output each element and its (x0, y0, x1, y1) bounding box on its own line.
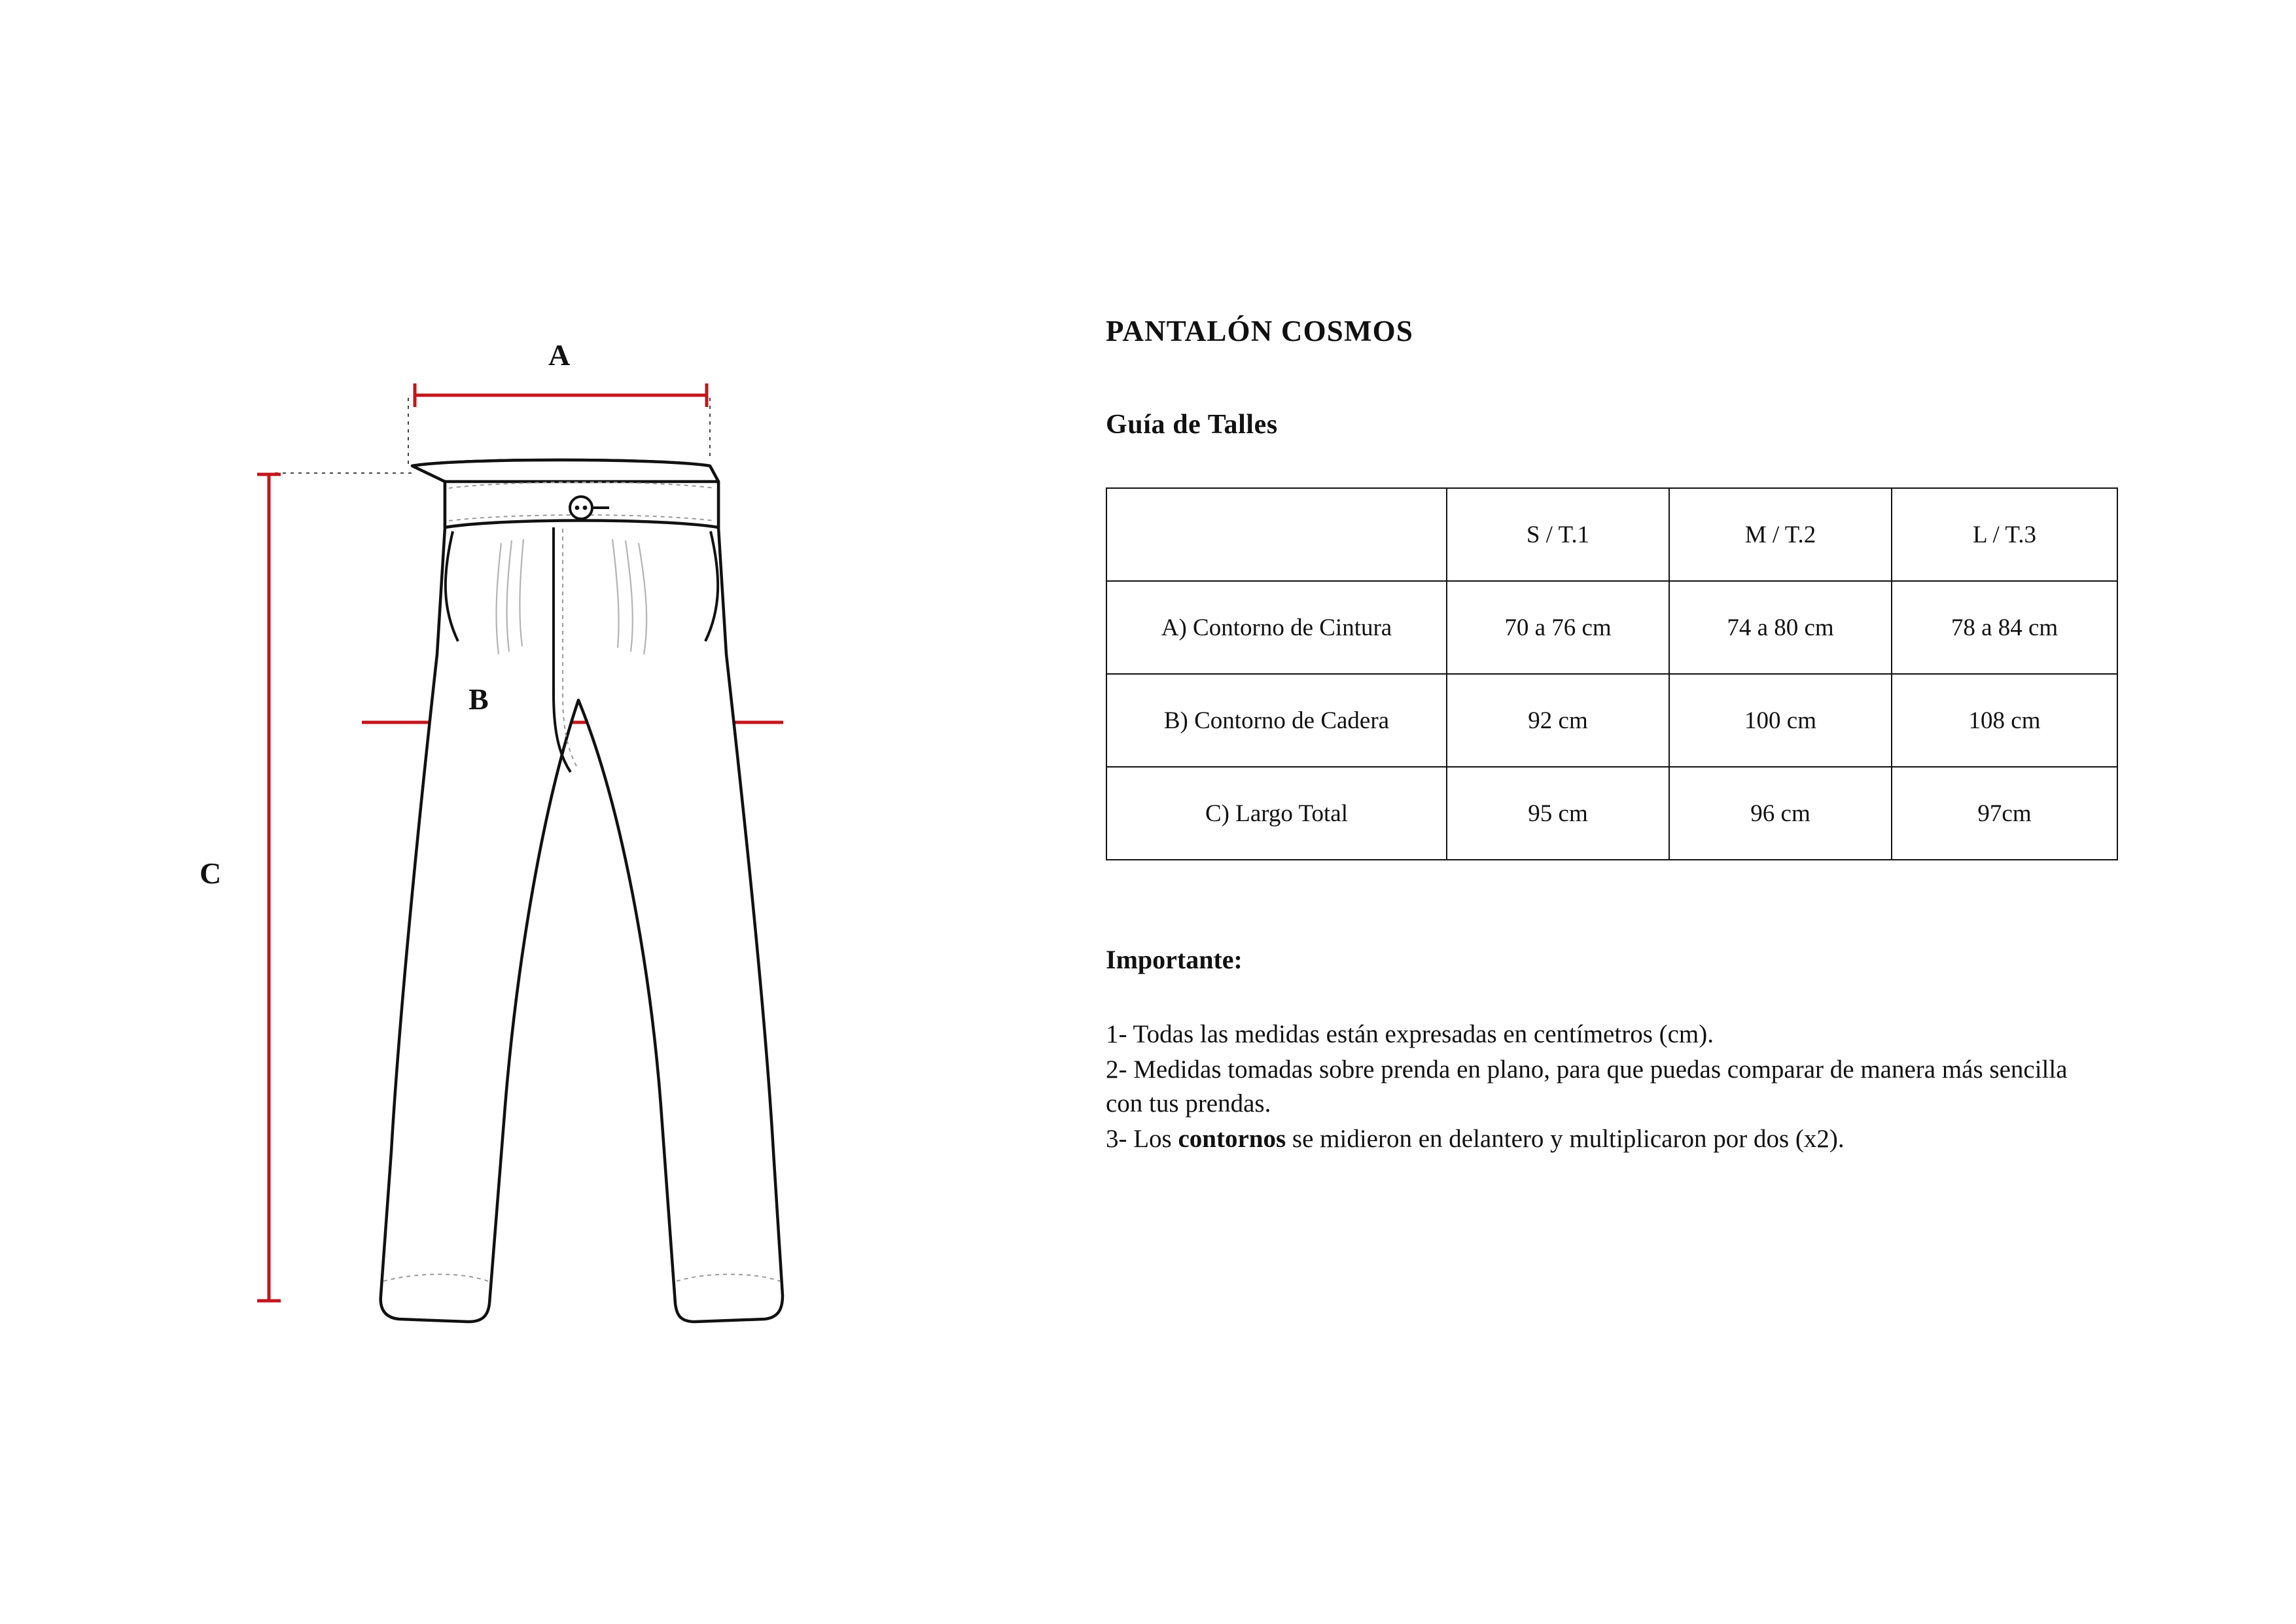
column-header-empty (1106, 488, 1447, 581)
table-header-row (1106, 488, 2117, 581)
table-row (1106, 581, 2117, 674)
cell-length-s (1447, 767, 1669, 860)
cell-value: 70 a 76 cm (1504, 614, 1612, 641)
row-label-waist: A) Contorno de Cintura (1106, 581, 1447, 674)
dimension-c (257, 473, 281, 1302)
row-label-length: C) Largo Total (1106, 767, 1447, 860)
cell-value: 78 a 84 cm (1951, 614, 2058, 641)
column-header-m: M / T.2 (1669, 488, 1892, 581)
cell-waist-l (1892, 581, 2117, 674)
row-label-hip: B) Contorno de Cadera (1106, 674, 1447, 767)
dimension-a (414, 383, 708, 407)
column-header-s: S / T.1 (1447, 488, 1669, 581)
table-row (1106, 674, 2117, 767)
cell-waist-m (1669, 581, 1892, 674)
cell-length-m (1669, 767, 1892, 860)
pants-technical-drawing (0, 0, 1073, 1624)
cell-value: 95 cm (1528, 800, 1588, 827)
dimension-label-a: A (548, 338, 571, 372)
table-header (1106, 488, 2117, 581)
cell-length-l (1892, 767, 2117, 860)
technical-drawing-panel (0, 0, 1073, 1624)
cell-value: 96 cm (1750, 800, 1810, 827)
cell-waist-s (1447, 581, 1669, 674)
cell-value: 74 a 80 cm (1727, 614, 1834, 641)
size-guide-table (1106, 487, 2118, 860)
cell-value: 108 cm (1968, 707, 2041, 734)
table-row (1106, 767, 2117, 860)
cell-value: 92 cm (1528, 707, 1588, 734)
note-bold-term: contornos (1178, 1124, 1286, 1153)
cell-hip-l (1892, 674, 2117, 767)
page-title: PANTALÓN COSMOS (1106, 315, 1414, 347)
cell-value: 97cm (1977, 800, 2032, 827)
notes-list (1106, 1017, 2100, 1157)
dimension-label-c: C (200, 856, 222, 890)
cell-hip-s (1447, 674, 1669, 767)
note-prefix: 3- Los (1106, 1124, 1178, 1153)
note-item (1106, 1122, 2100, 1156)
note-item: 1- Todas las medidas están expresadas en centímetros (cm). (1106, 1020, 1714, 1048)
note-item: 2- Medidas tomadas sobre prenda en plano, para que puedas comparar de manera más sencilla con tus prendas. (1106, 1055, 2068, 1118)
cell-value: 100 cm (1744, 707, 1816, 734)
column-header-l: L / T.3 (1892, 488, 2117, 581)
notes-heading: Importante: (1106, 945, 1243, 974)
cell-hip-m (1669, 674, 1892, 767)
table-body (1106, 581, 2117, 860)
size-guide-panel (1106, 0, 2218, 1624)
note-suffix: se midieron en delantero y multiplicaron por dos (x2). (1286, 1124, 1845, 1153)
dimension-label-b: B (468, 682, 489, 716)
pants-outline (381, 460, 783, 1322)
size-guide-heading: Guía de Talles (1106, 410, 1278, 440)
